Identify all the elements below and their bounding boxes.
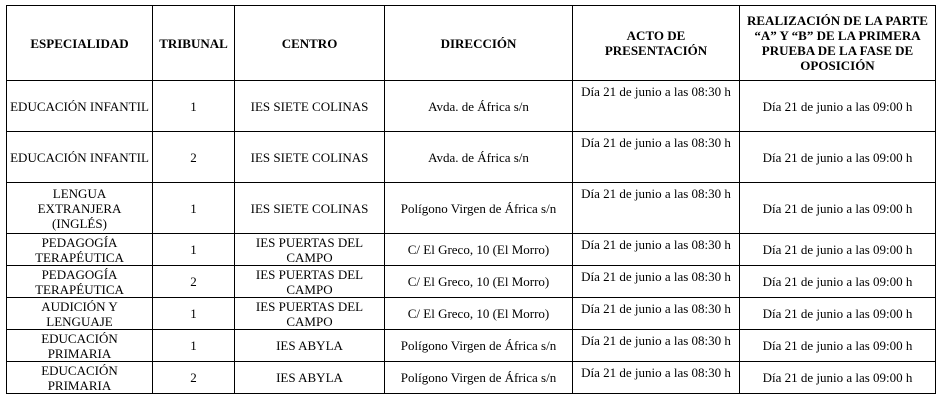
cell-direccion: C/ El Greco, 10 (El Morro) [385,298,573,330]
cell-realizacion: Día 21 de junio a las 09:00 h [740,298,936,330]
cell-acto-presentacion: Día 21 de junio a las 08:30 h [573,132,740,183]
table-row [7,330,936,362]
cell-centro: IES SIETE COLINAS [235,183,385,234]
cell-centro: IES ABYLA [235,362,385,394]
cell-centro: IES SIETE COLINAS [235,132,385,183]
header-direccion: DIRECCIÓN [385,6,573,81]
cell-realizacion: Día 21 de junio a las 09:00 h [740,234,936,266]
cell-direccion: Avda. de África s/n [385,81,573,132]
cell-direccion: Polígono Virgen de África s/n [385,330,573,362]
table-row [7,81,936,132]
cell-direccion: Polígono Virgen de África s/n [385,183,573,234]
cell-acto-presentacion: Día 21 de junio a las 08:30 h [573,234,740,266]
cell-especialidad: PEDAGOGÍA TERAPÉUTICA [7,266,153,298]
cell-acto-presentacion: Día 21 de junio a las 08:30 h [573,266,740,298]
table-row [7,298,936,330]
header-centro: CENTRO [235,6,385,81]
table-row [7,362,936,394]
cell-direccion: Avda. de África s/n [385,132,573,183]
cell-especialidad: EDUCACIÓN PRIMARIA [7,362,153,394]
header-tribunal: TRIBUNAL [153,6,235,81]
cell-realizacion: Día 21 de junio a las 09:00 h [740,362,936,394]
cell-realizacion: Día 21 de junio a las 09:00 h [740,330,936,362]
cell-tribunal: 2 [153,362,235,394]
cell-centro: IES SIETE COLINAS [235,81,385,132]
cell-direccion: C/ El Greco, 10 (El Morro) [385,234,573,266]
cell-tribunal: 1 [153,81,235,132]
cell-acto-presentacion: Día 21 de junio a las 08:30 h [573,362,740,394]
cell-realizacion: Día 21 de junio a las 09:00 h [740,183,936,234]
exam-schedule-table [6,5,936,394]
cell-especialidad: PEDAGOGÍA TERAPÉUTICA [7,234,153,266]
table-row [7,132,936,183]
table-row [7,266,936,298]
cell-especialidad: AUDICIÓN Y LENGUAJE [7,298,153,330]
header-row [7,6,936,81]
header-realizacion: REALIZACIÓN DE LA PARTE “A” Y “B” DE LA PRIMERA PRUEBA DE LA FASE DE OPOSICIÓN [740,6,936,81]
cell-centro: IES PUERTAS DEL CAMPO [235,266,385,298]
table-row [7,183,936,234]
cell-centro: IES PUERTAS DEL CAMPO [235,298,385,330]
cell-direccion: Polígono Virgen de África s/n [385,362,573,394]
cell-centro: IES PUERTAS DEL CAMPO [235,234,385,266]
cell-especialidad: EDUCACIÓN INFANTIL [7,81,153,132]
cell-centro: IES ABYLA [235,330,385,362]
cell-realizacion: Día 21 de junio a las 09:00 h [740,132,936,183]
cell-especialidad: EDUCACIÓN PRIMARIA [7,330,153,362]
cell-direccion: C/ El Greco, 10 (El Morro) [385,266,573,298]
cell-realizacion: Día 21 de junio a las 09:00 h [740,81,936,132]
header-especialidad: ESPECIALIDAD [7,6,153,81]
cell-acto-presentacion: Día 21 de junio a las 08:30 h [573,81,740,132]
cell-acto-presentacion: Día 21 de junio a las 08:30 h [573,330,740,362]
cell-acto-presentacion: Día 21 de junio a las 08:30 h [573,298,740,330]
cell-acto-presentacion: Día 21 de junio a las 08:30 h [573,183,740,234]
cell-tribunal: 1 [153,298,235,330]
table-row [7,234,936,266]
header-acto-presentacion: ACTO DE PRESENTACIÓN [573,6,740,81]
cell-tribunal: 1 [153,330,235,362]
cell-tribunal: 2 [153,266,235,298]
cell-tribunal: 1 [153,234,235,266]
cell-tribunal: 2 [153,132,235,183]
cell-especialidad: EDUCACIÓN INFANTIL [7,132,153,183]
cell-tribunal: 1 [153,183,235,234]
cell-especialidad: LENGUA EXTRANJERA (INGLÉS) [7,183,153,234]
cell-realizacion: Día 21 de junio a las 09:00 h [740,266,936,298]
